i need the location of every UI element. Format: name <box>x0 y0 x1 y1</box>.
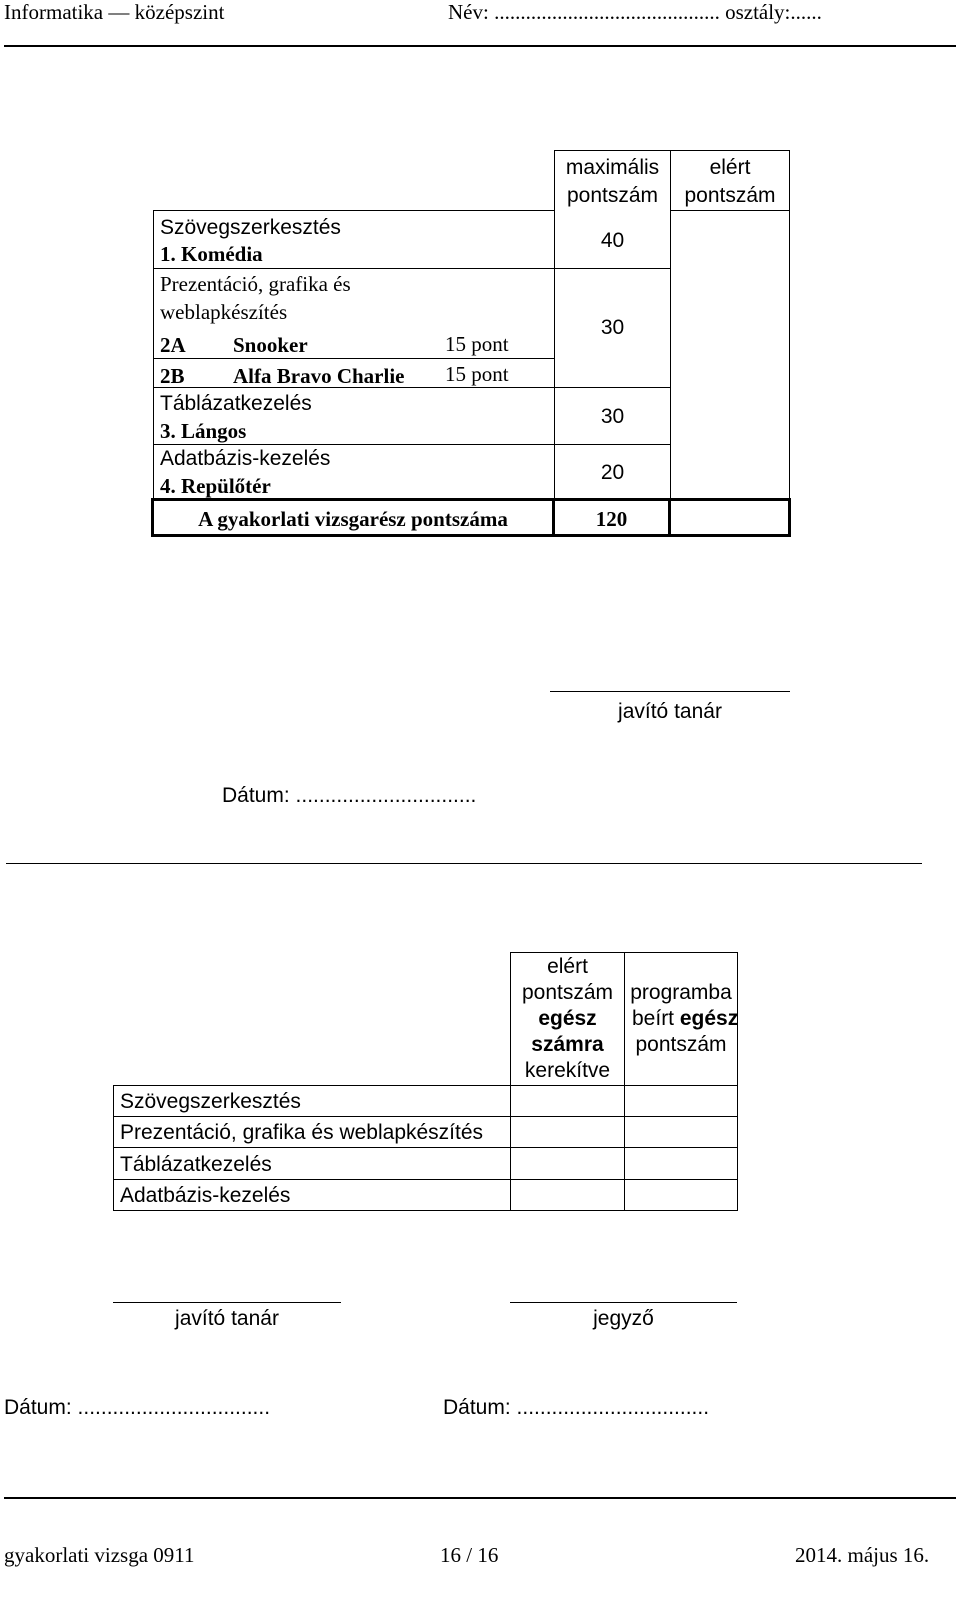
total-label: A gyakorlati vizsgarész pontszáma <box>198 507 508 531</box>
option-points: 15 pont <box>445 362 509 386</box>
row-max: 40 <box>600 229 625 252</box>
signature-line <box>550 691 790 692</box>
option-code: 2A <box>160 333 186 357</box>
table-row: Prezentáció, grafika és weblapkészítés <box>120 1121 484 1144</box>
option-code: 2B <box>160 364 185 388</box>
col-got-l1: elért <box>709 156 751 179</box>
signature-label: jegyző <box>593 1307 654 1330</box>
row-sub: 4. Repülőtér <box>160 474 271 498</box>
option-name: Snooker <box>233 333 308 357</box>
col-max-l2: pontszám <box>566 184 659 207</box>
row-title: Táblázatkezelés <box>160 392 312 415</box>
col2-line: beírt egész <box>632 1007 739 1030</box>
header-right: Név: ........................................... osztály:...... <box>448 0 822 24</box>
option-name: Alfa Bravo Charlie <box>233 364 405 388</box>
col1-line: számra <box>531 1033 604 1056</box>
row-title-l1: Prezentáció, grafika és <box>160 272 351 296</box>
row-max: 20 <box>600 461 625 484</box>
table-row: Szövegszerkesztés <box>120 1090 301 1113</box>
signature-line <box>510 1302 737 1303</box>
section-divider <box>6 863 922 864</box>
date-field: Dátum: ................................. <box>443 1396 710 1419</box>
header-left: Informatika — középszint <box>4 0 225 24</box>
option-points: 15 pont <box>445 332 509 356</box>
row-title-l2: weblapkészítés <box>160 300 288 324</box>
table-row: Adatbázis-kezelés <box>120 1184 291 1207</box>
row-title: Adatbázis-kezelés <box>160 447 331 470</box>
col1-line: pontszám <box>521 981 614 1004</box>
footer-center: 16 / 16 <box>440 1543 499 1567</box>
footer-rule <box>4 1497 956 1499</box>
col1-line: elért <box>547 955 588 978</box>
col1-line: egész <box>538 1007 597 1030</box>
row-sub: 3. Lángos <box>160 419 247 443</box>
col1-line: kerekítve <box>524 1059 611 1082</box>
col-got-l2: pontszám <box>684 184 776 207</box>
date-field: Dátum: ................................. <box>4 1396 271 1419</box>
footer-left: gyakorlati vizsga 0911 <box>4 1543 195 1567</box>
row-title: Szövegszerkesztés <box>160 216 341 239</box>
col2-line: pontszám <box>635 1033 727 1056</box>
col-max-l1: maximális <box>565 156 660 179</box>
row-max: 30 <box>600 405 625 428</box>
row-sub: 1. Komédia <box>160 242 263 266</box>
col2-line: programba <box>630 981 732 1004</box>
signature-label: javító tanár <box>618 700 722 723</box>
row-max: 30 <box>600 316 625 339</box>
signature-line <box>113 1302 341 1303</box>
header-rule <box>4 45 956 47</box>
total-value: 120 <box>595 507 628 531</box>
date-field: Dátum: ............................... <box>222 784 477 807</box>
table-row: Táblázatkezelés <box>120 1153 272 1176</box>
signature-label: javító tanár <box>175 1307 279 1330</box>
footer-right: 2014. május 16. <box>795 1543 930 1567</box>
